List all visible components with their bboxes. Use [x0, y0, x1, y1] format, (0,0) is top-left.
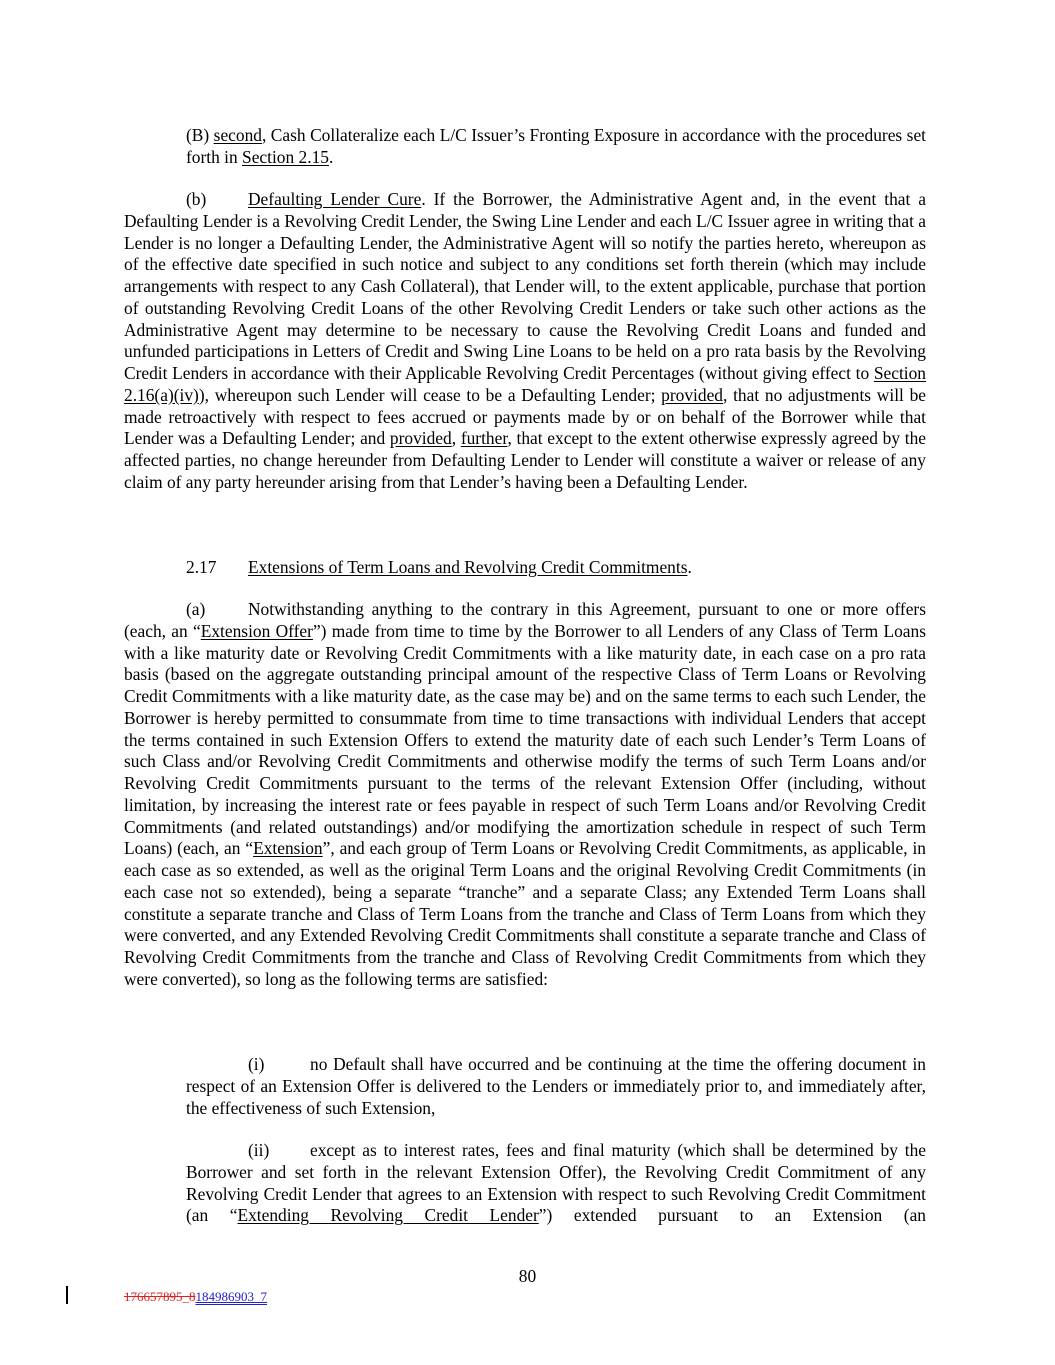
paragraph-label: (ii)	[248, 1140, 270, 1160]
section-heading-2-17	[124, 557, 926, 579]
paragraph-b-defaulting-lender-cure	[124, 189, 926, 494]
body-text: , that except to the extent otherwise expressly agreed by the affected parties, no change hereunder from Defaulting Lender to Lender will constitute a waiver or release of any claim of any party hereunder arising from that Lender’s having been a Defaulting Lender.	[124, 428, 926, 492]
section-number: 2.17	[186, 557, 217, 577]
paragraph-label: (B)	[186, 125, 214, 145]
paragraph-B	[186, 125, 926, 169]
body-text: . If the Borrower, the Administrative Agent and, in the event that a Defaulting Lender is a Revolving Credit Lender, the Swing Line Lender and each L/C Issuer agree in writing that a Lender is no longer a Defaulting Lender, the Administrative Agent will so notify the parties hereto, whereupon as of the effective date specified in such notice and subject to any conditions set forth therein (which may include arrangements with respect to any Cash Collateral), that Lender will, to the extent applicable, purchase that portion of outstanding Revolving Credit Loans of the other Revolving Credit Lenders or take such other actions as the Administrative Agent may determine to be necessary to cause the Revolving Credit Loans and funded and unfunded participations in Letters of Credit and Swing Line Loans to be held on a pro rata basis by the Revolving Credit Lenders in accordance with their Applicable Revolving Credit Percentages (without giving effect to	[124, 189, 926, 383]
change-bar	[66, 1286, 68, 1304]
underlined-term: Extension	[253, 838, 323, 859]
paragraph-ii	[186, 1140, 926, 1227]
body-text: ”) made from time to time by the Borrower to all Lenders of any Class of Term Loans with a like maturity date or Revolving Credit Commitments with a like maturity date, in each case on a pro rata basis (based on the aggregate outstanding principal amount of the respective Class of Term Loans or Revolving Credit Commitments with a like maturity date, as the case may be) and on the same terms to each such Lender, the Borrower is hereby permitted to consummate from time to time transactions with individual Lenders that accept the terms contained in such Extension Offers to extend the maturity date of each such Lender’s Term Loans of such Class and/or Revolving Credit Commitments and otherwise modify the terms of such Term Loans and/or Revolving Credit Commitments pursuant to the terms of the relevant Extension Offer (including, without limitation, by increasing the interest rate or fees payable in respect of such Term Loans and/or Revolving Credit Commitments (and related outstandings) and/or modifying the amortization schedule in respect of such Term Loans) (each, an “	[124, 620, 926, 859]
underlined-term: Extension Offer	[200, 620, 313, 641]
underlined-term: second	[213, 125, 262, 145]
body-text: Notwithstanding anything to the contrary in this Agreement, pursuant to one or more offers (each, an “	[124, 599, 926, 641]
inserted-document-id: 184986903_7	[195, 1289, 267, 1304]
body-text: ), whereupon such Lender will cease to be a Defaulting Lender;	[198, 384, 662, 405]
underlined-term: Extensions of Term Loans and Revolving Credit Commitments	[248, 557, 688, 577]
paragraph-a	[124, 599, 926, 991]
underlined-term: further	[460, 428, 508, 449]
underlined-term: provided	[661, 384, 723, 405]
page-number: 80	[518, 1266, 537, 1286]
body-text: .	[687, 557, 692, 577]
underlined-term: Defaulting Lender Cure	[248, 189, 422, 209]
document-id-footer	[124, 1289, 267, 1305]
paragraph-label: (i)	[248, 1054, 265, 1074]
paragraph-label: (a)	[186, 599, 206, 619]
body-text: no Default shall have occurred and be continuing at the time the offering document in respect of an Extension Offer is delivered to the Lenders or immediately prior to, and immediately after, the effectiveness of such Extension,	[186, 1054, 926, 1118]
body-text: except as to interest rates, fees and final maturity (which shall be determined by the Borrower and set forth in the relevant Extension Offer), the Revolving Credit Commitment of any Revolving Credit Lender that agrees to an Extension with respect to such Revolving Credit Commitment (an “	[186, 1140, 926, 1226]
body-text: , that no adjustments will be made retroactively with respect to fees accrued or payments made by or on behalf of the Borrower while that Lender was a Defaulting Lender; and	[124, 384, 926, 449]
body-text: , Cash Collateralize each L/C Issuer’s Fronting Exposure in accordance with the procedures set forth in	[186, 125, 926, 167]
deleted-document-id: 176657895_8	[124, 1289, 196, 1304]
body-text: ,	[451, 428, 461, 449]
body-text: .	[328, 146, 334, 167]
paragraph-i	[186, 1054, 926, 1119]
underlined-term: Section 2.15	[242, 146, 329, 167]
body-text: ”) extended pursuant to an Extension (an	[538, 1205, 926, 1226]
paragraph-label: (b)	[186, 189, 207, 209]
underlined-term: Extending Revolving Credit Lender	[237, 1205, 539, 1226]
underlined-term: provided	[389, 428, 452, 449]
body-text: ”, and each group of Term Loans or Revolving Credit Commitments, as applicable, in each case as so extended, as well as the original Term Loans and the original Revolving Credit Commitments (in each case not so extended), being a separate “tranche” and a separate Class; any Extended Term Loans shall constitute a separate tranche and Class of Term Loans from the tranche and Class of Term Loans from which they were converted, and any Extended Revolving Credit Commitments shall constitute a separate tranche and Class of Revolving Credit Commitments from the tranche and Class of Revolving Credit Commitments from which they were converted), so long as the following terms are satisfied:	[124, 838, 926, 989]
underlined-term: Section 2.16(a)(iv)	[124, 363, 926, 405]
